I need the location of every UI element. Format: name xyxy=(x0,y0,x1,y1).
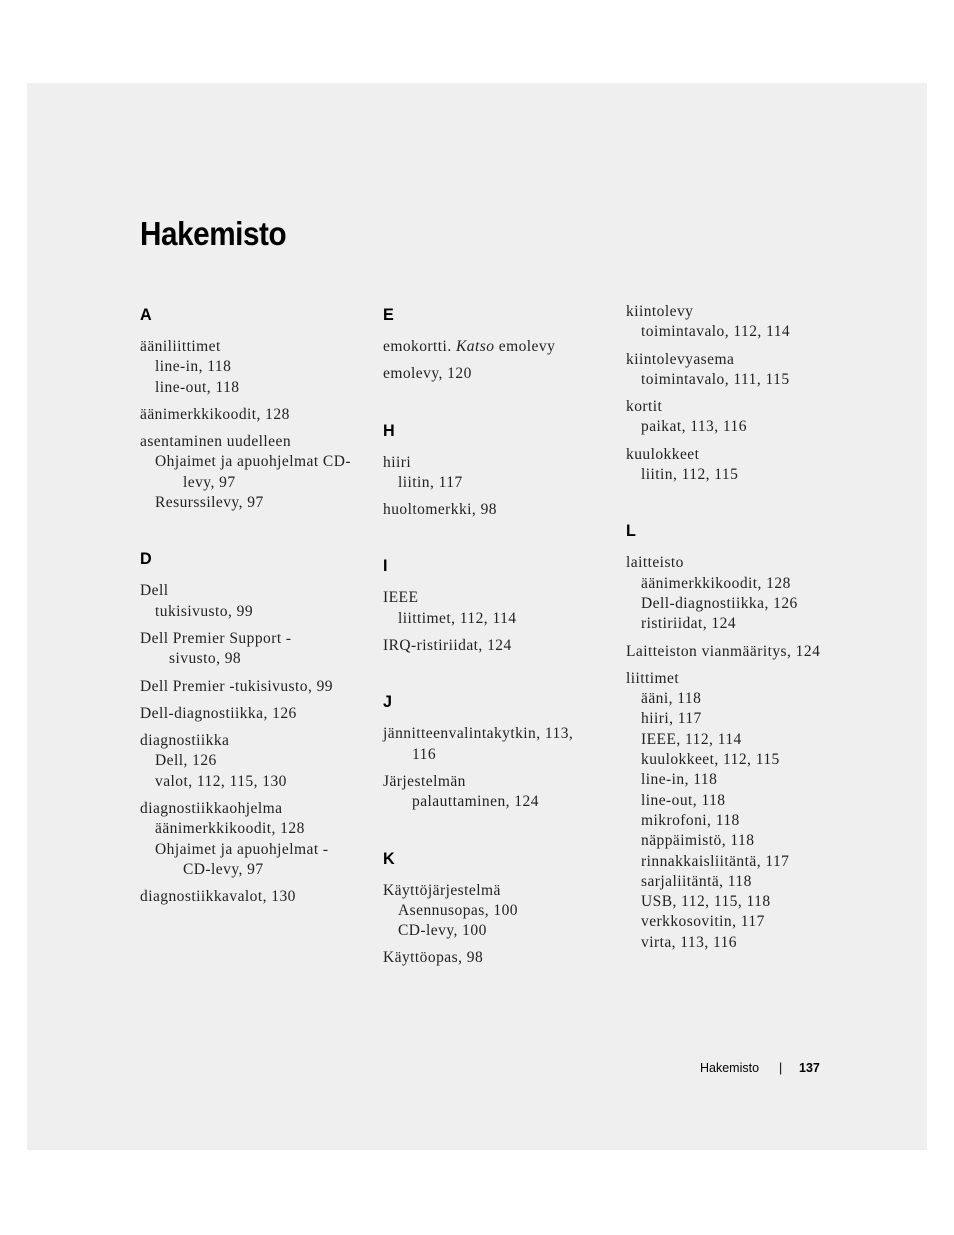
entry-term: diagnostiikka xyxy=(140,732,230,750)
section-letter-a: A xyxy=(140,305,152,324)
entry-subterm: paikat, 113, 116 xyxy=(641,418,747,436)
entry-subterm: ääni, 118 xyxy=(641,690,702,708)
section-letter-k: K xyxy=(383,848,395,868)
entry-subterm: IEEE, 112, 114 xyxy=(641,730,742,748)
index-entry xyxy=(383,772,608,813)
entry-term: diagnostiikkavalot, 130 xyxy=(140,888,296,906)
index-entry xyxy=(383,881,608,942)
entry-continuation: 116 xyxy=(412,745,437,763)
section-letter-j: J xyxy=(383,692,392,712)
entry-subterm: Dell, 126 xyxy=(155,752,217,770)
see-reference: Katso xyxy=(455,338,495,355)
entry-subterm: sarjaliitäntä, 118 xyxy=(641,872,752,890)
section-letter-l: L xyxy=(626,521,636,541)
entry-subterm: tukisivusto, 99 xyxy=(155,602,254,620)
entry-continuation: palauttaminen, 124 xyxy=(412,793,539,811)
entry-subterm: toimintavalo, 111, 115 xyxy=(641,370,790,388)
footer-separator: | xyxy=(779,1061,783,1075)
entry-subterm: rinnakkaisliitäntä, 117 xyxy=(641,852,790,870)
entry-subterm: line-out, 118 xyxy=(155,378,240,396)
entry-term: diagnostiikkaohjelma xyxy=(140,800,283,818)
entry-subterm: Asennusopas, 100 xyxy=(398,901,518,919)
page-title: Hakemisto xyxy=(140,215,287,252)
index-entry xyxy=(140,337,365,398)
entry-term: liittimet xyxy=(626,669,680,687)
entry-subterm: Ohjaimet ja apuohjelmat CD- xyxy=(155,453,351,471)
entry-subterm: näppäimistö, 118 xyxy=(641,832,755,850)
entry-subterm: hiiri, 117 xyxy=(641,710,702,728)
entry-continuation: levy, 97 xyxy=(183,473,236,491)
index-column-1 xyxy=(140,303,365,915)
index-entry xyxy=(626,445,851,486)
index-entry xyxy=(140,887,365,907)
entry-term-text: emokortti. xyxy=(383,338,452,355)
index-column-3 xyxy=(626,302,851,960)
index-entry xyxy=(626,350,851,391)
index-entry xyxy=(140,731,365,792)
entry-term: Dell Premier Support - xyxy=(140,629,292,647)
index-entry xyxy=(140,581,365,622)
index-page xyxy=(27,83,927,1150)
page-footer xyxy=(700,1061,820,1075)
page-number: 137 xyxy=(799,1061,820,1075)
section-letter-i: I xyxy=(383,556,388,576)
entry-continuation: CD-levy, 97 xyxy=(183,860,264,878)
entry-subterm: äänimerkkikoodit, 128 xyxy=(641,574,791,592)
entry-subterm: liitin, 112, 115 xyxy=(641,466,739,484)
entry-subterm: Resurssilevy, 97 xyxy=(155,494,264,512)
entry-term: äänimerkkikoodit, 128 xyxy=(140,405,290,423)
section-letter-h: H xyxy=(383,420,395,440)
entry-subterm: line-in, 118 xyxy=(155,358,232,376)
entry-term: kuulokkeet xyxy=(626,445,700,463)
index-entry xyxy=(383,364,608,384)
entry-subterm: line-in, 118 xyxy=(641,771,718,789)
entry-subterm: mikrofoni, 118 xyxy=(641,811,740,829)
entry-term: kortit xyxy=(626,398,663,416)
index-entry xyxy=(626,642,851,662)
entry-subterm: virta, 113, 116 xyxy=(641,933,738,951)
index-entry xyxy=(626,553,851,634)
entry-term: Käyttöjärjestelmä xyxy=(383,881,501,899)
entry-term: jännitteenvalintakytkin, 113, xyxy=(383,725,574,743)
entry-subterm: verkkosovitin, 117 xyxy=(641,913,765,931)
index-entry xyxy=(140,677,365,697)
index-entry xyxy=(626,302,851,343)
entry-subterm: valot, 112, 115, 130 xyxy=(155,772,287,790)
entry-subterm: CD-levy, 100 xyxy=(398,922,487,940)
section-letter-d: D xyxy=(140,549,152,569)
entry-subterm: toimintavalo, 112, 114 xyxy=(641,323,791,341)
index-column-2 xyxy=(383,303,608,976)
index-entry xyxy=(383,500,608,520)
entry-term: IRQ-ristiriidat, 124 xyxy=(383,637,512,655)
entry-term: Dell xyxy=(140,582,169,600)
index-entry xyxy=(383,948,608,968)
index-entry xyxy=(383,588,608,629)
index-entry xyxy=(140,432,365,513)
entry-subterm: liitin, 117 xyxy=(398,473,463,491)
index-entry xyxy=(383,724,608,765)
entry-term: kiintolevy xyxy=(626,303,694,320)
index-entry xyxy=(626,669,851,953)
entry-term: hiiri xyxy=(383,453,412,471)
entry-term: Laitteiston vianmääritys, 124 xyxy=(626,642,821,660)
entry-term: kiintolevyasema xyxy=(626,350,735,368)
entry-subterm: liittimet, 112, 114 xyxy=(398,609,517,627)
index-entry xyxy=(383,453,608,494)
entry-term: asentaminen uudelleen xyxy=(140,433,292,451)
see-target: emolevy xyxy=(498,338,556,355)
entry-continuation: sivusto, 98 xyxy=(169,650,242,668)
entry-term: ääniliittimet xyxy=(140,338,221,355)
entry-term: huoltomerkki, 98 xyxy=(383,501,497,519)
entry-subterm: USB, 112, 115, 118 xyxy=(641,893,771,911)
section-letter-e: E xyxy=(383,305,394,324)
index-entry xyxy=(626,397,851,438)
entry-subterm: ristiriidat, 124 xyxy=(641,615,737,633)
entry-subterm: line-out, 118 xyxy=(641,791,726,809)
entry-term: laitteisto xyxy=(626,554,684,572)
entry-subterm: Dell-diagnostiikka, 126 xyxy=(641,594,798,612)
entry-term: Dell Premier -tukisivusto, 99 xyxy=(140,677,334,695)
entry-term: IEEE xyxy=(383,589,419,607)
index-entry xyxy=(383,636,608,656)
entry-term: Järjestelmän xyxy=(383,772,466,790)
entry-term: emolevy, 120 xyxy=(383,365,472,383)
entry-term: Dell-diagnostiikka, 126 xyxy=(140,704,297,722)
index-entry xyxy=(383,337,608,357)
index-entry xyxy=(140,405,365,425)
entry-subterm: Ohjaimet ja apuohjelmat - xyxy=(155,840,329,858)
index-entry xyxy=(140,629,365,670)
entry-subterm: kuulokkeet, 112, 115 xyxy=(641,751,780,769)
entry-term xyxy=(383,337,608,357)
entry-term: Käyttöopas, 98 xyxy=(383,949,484,967)
index-entry xyxy=(140,799,365,880)
index-entry xyxy=(140,704,365,724)
footer-section-title: Hakemisto xyxy=(700,1061,760,1075)
entry-subterm: äänimerkkikoodit, 128 xyxy=(155,820,305,838)
